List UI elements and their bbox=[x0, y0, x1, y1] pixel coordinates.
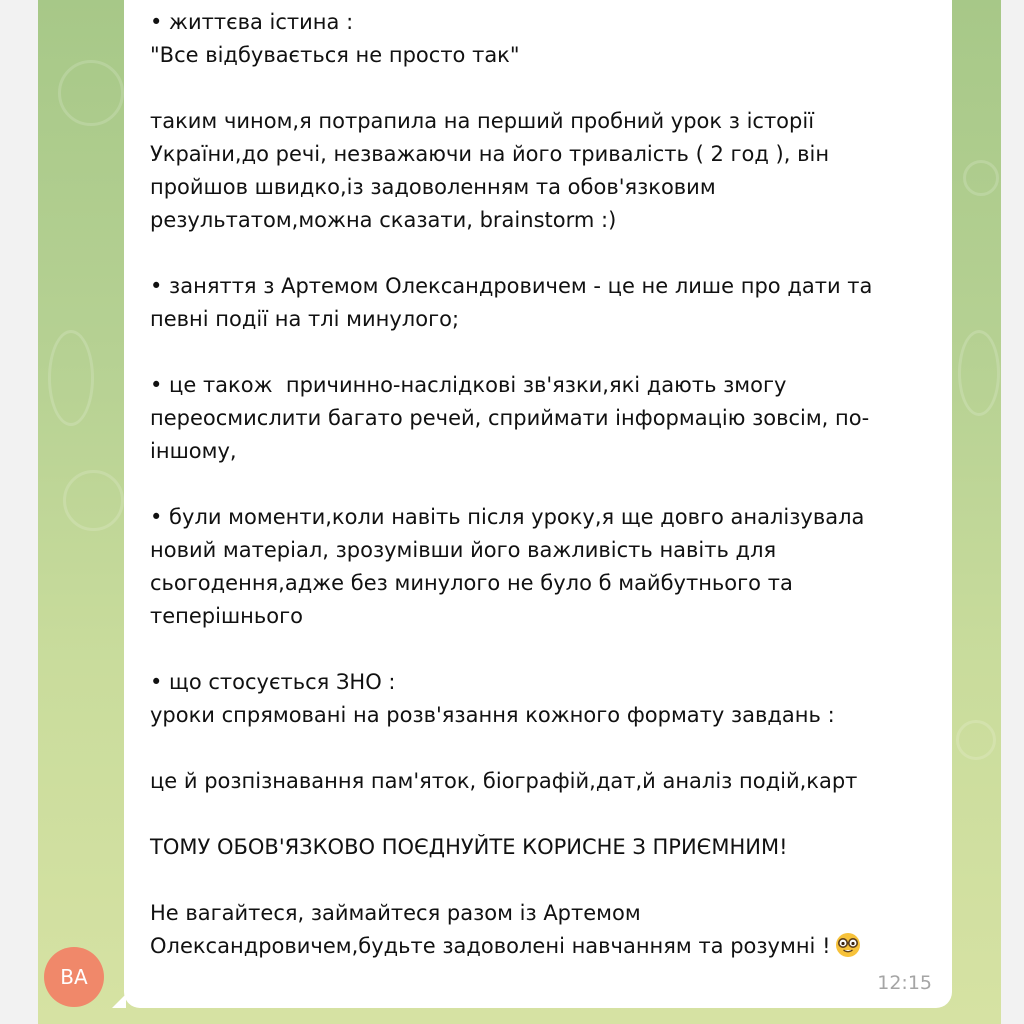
message-line: • життєва істина : bbox=[150, 10, 354, 34]
message-line-text: Олександровичем,будьте задоволені навчанням та розумні ! bbox=[150, 934, 831, 958]
message-line: України,до речі, незважаючи на його тривалість ( 2 год ), він bbox=[150, 142, 830, 166]
message-line: іншому, bbox=[150, 439, 237, 463]
message-line bbox=[150, 930, 940, 963]
message-line: • що стосується ЗНО : bbox=[150, 670, 396, 694]
avatar[interactable]: ВА bbox=[44, 947, 104, 1007]
message-line: результатом,можна сказати, brainstorm :) bbox=[150, 208, 617, 232]
message-line: • заняття з Артемом Олександровичем - це не лише про дати та bbox=[150, 274, 873, 298]
message-line: сьогодення,адже без минулого не було б майбутнього та bbox=[150, 571, 793, 595]
message-text[interactable] bbox=[150, 6, 940, 963]
message-line: ТОМУ ОБОВ'ЯЗКОВО ПОЄДНУЙТЕ КОРИСНЕ З ПРИЄМНИМ! bbox=[150, 835, 788, 859]
message-line: таким чином,я потрапила на перший пробний урок з історії bbox=[150, 109, 815, 133]
message-line: • це також причинно-наслідкові зв'язки,які дають змогу bbox=[150, 373, 787, 397]
background-doodle bbox=[958, 330, 1000, 416]
message-line: • були моменти,коли навіть після уроку,я ще довго аналізувала bbox=[150, 505, 865, 529]
message-line: Не вагайтеся, займайтеся разом із Артемом bbox=[150, 901, 641, 925]
background-doodle bbox=[963, 160, 999, 196]
background-doodle bbox=[58, 60, 124, 126]
message-line: це й розпізнавання пам'яток, біографій,дат,й аналіз подій,карт bbox=[150, 769, 858, 793]
message-line: "Все відбувається не просто так" bbox=[150, 43, 520, 67]
message-timestamp: 12:15 bbox=[877, 972, 932, 994]
message-line: теперішнього bbox=[150, 604, 304, 628]
message-line: уроки спрямовані на розв'язання кожного формату завдань : bbox=[150, 703, 835, 727]
blank-line bbox=[150, 72, 940, 105]
message-line: переосмислити багато речей, сприймати інформацію зовсім, по- bbox=[150, 406, 870, 430]
message-line: новий матеріал, зрозумівши його важливість навіть для bbox=[150, 538, 777, 562]
blank-line bbox=[150, 633, 940, 666]
blank-line bbox=[150, 864, 940, 897]
message-line: певні події на тлі минулого; bbox=[150, 307, 460, 331]
message-bubble-tail bbox=[112, 994, 126, 1008]
blank-line bbox=[150, 468, 940, 501]
blank-line bbox=[150, 237, 940, 270]
blank-line bbox=[150, 732, 940, 765]
background-doodle bbox=[63, 470, 124, 531]
background-doodle bbox=[48, 330, 94, 426]
blank-line bbox=[150, 798, 940, 831]
nerd-face-emoji-icon bbox=[835, 932, 861, 958]
message-line: пройшов швидко,із задоволенням та обов'язковим bbox=[150, 175, 716, 199]
background-doodle bbox=[956, 720, 996, 760]
blank-line bbox=[150, 336, 940, 369]
